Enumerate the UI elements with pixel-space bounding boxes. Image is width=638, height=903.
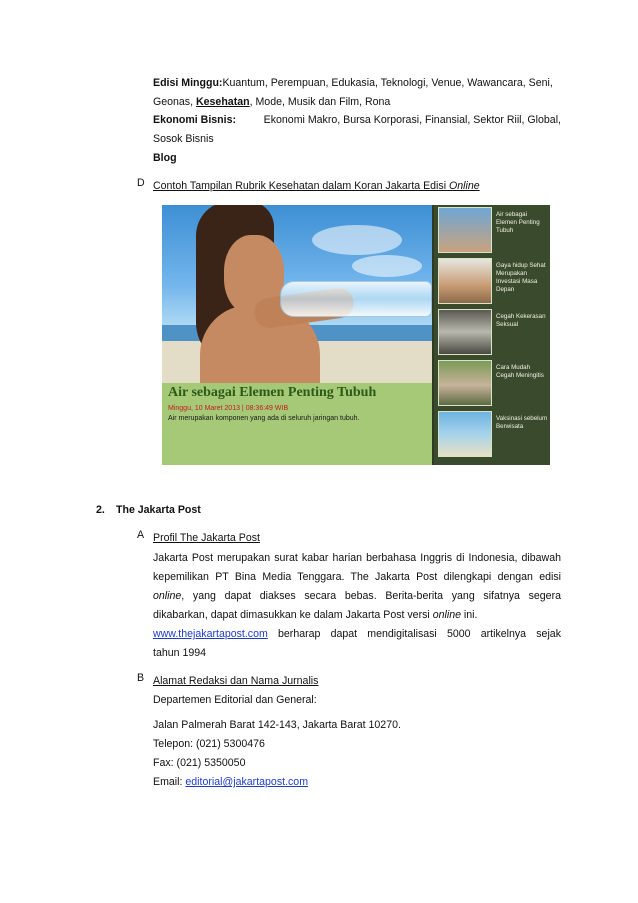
edisi-minggu-text: Kuantum, Perempuan, Edukasia, Teknologi, Venue, Wawancara, Seni, [222,77,553,89]
item-a-heading-text: Profil The Jakarta Post [153,532,260,544]
item-a-paragraph [153,549,561,663]
related-articles-sidebar [434,205,550,465]
ekonomi-bisnis-paragraph [153,111,561,168]
article-thumbnail [438,207,492,253]
address-line: Jalan Palmerah Barat 142-143, Jakarta Barat 10270. [153,719,401,731]
sidebar-article[interactable] [438,307,548,355]
article-thumbnail [438,360,492,406]
edisi-minggu-label: Edisi Minggu: [153,77,223,89]
edisi-minggu-text-2: Geonas, [153,96,196,108]
paragraph-line: berharap dapat mendigitalisasi 5000 artikelnya sejak [267,628,561,640]
item-b-heading-text: Alamat Redaksi dan Nama Jurnalis [153,675,319,687]
email-label: Email: [153,776,186,788]
article-thumbnail [438,411,492,457]
fax-line: Fax: (021) 5350050 [153,757,246,769]
paragraph-line: ini. [460,609,478,621]
featured-article [162,205,432,465]
paragraph-line: dikabarkan, dapat dimasukkan ke dalam Jakarta Post versi [153,609,433,621]
sidebar-article[interactable] [438,358,548,406]
featured-date: Minggu, 10 Maret 2013 | 08:36:49 WIB [168,405,289,412]
jakartapost-website-link[interactable]: www.thejakartapost.com [153,628,268,640]
item-d-text: Contoh Tampilan Rubrik Kesehatan dalam Koran Jakarta Edisi [153,180,450,192]
article-thumbnail [438,258,492,304]
sidebar-article-title: Cara Mudah Cegah Meningitis [496,364,544,379]
item-d-italic: Online [449,180,480,192]
article-thumbnail [438,309,492,355]
sidebar-article-title: Vaksinasi sebelum Berwisata [496,415,548,430]
item-d-heading [153,177,561,196]
item-a-heading [153,529,561,548]
water-bottle-shape [280,281,432,317]
item-d-letter: D [137,177,145,189]
telepon-line: Telepon: (021) 5300476 [153,738,265,750]
section-title: The Jakarta Post [116,504,201,516]
cloud-shape [352,255,422,277]
email-link[interactable]: editorial@jakartapost.com [185,776,309,788]
sidebar-article[interactable] [438,409,548,457]
sidebar-article-title: Gaya hidup Sehat Merupakan Investasi Masa Depan [496,262,546,293]
sidebar-article[interactable] [438,256,548,304]
sidebar-article-title: Air sebagai Elemen Penting Tubuh [496,211,540,234]
cloud-shape [312,225,402,255]
sidebar-article[interactable] [438,205,548,253]
featured-description: Air merupakan komponen yang ada di seluruh jaringan tubuh. [168,415,360,422]
section-number: 2. [96,504,105,516]
featured-photo [162,205,432,383]
department-label: Departemen Editorial dan General: [153,694,317,706]
kesehatan-link[interactable]: Kesehatan [196,96,250,108]
item-a-letter: A [137,529,145,541]
ekonomi-bisnis-label: Ekonomi Bisnis: [153,114,236,126]
sidebar-article-title: Cegah Kekerasan Seksual [496,313,546,328]
koran-jakarta-screenshot [162,205,550,465]
paragraph-line: tahun 1994 [153,647,207,659]
contact-block [153,716,561,792]
paragraph-italic: online [153,590,182,602]
paragraph-line: kepemilikan PT Bina Media Tenggara. The Jakarta Post dilengkapi dengan edisi [153,571,561,583]
edisi-minggu-paragraph [153,74,561,112]
ekonomi-bisnis-text: Ekonomi Makro, Bursa Korporasi, Finansial, Sektor Riil, Global, [263,114,561,126]
item-b-heading [153,672,561,691]
paragraph-line: Jakarta Post merupakan surat kabar harian berbahasa Inggris di Indonesia, dibawah [153,552,561,564]
featured-headline[interactable]: Air sebagai Elemen Penting Tubuh [168,385,377,400]
edisi-minggu-text-3: , Mode, Musik dan Film, Rona [249,96,391,108]
ekonomi-bisnis-text-2: Sosok Bisnis [153,133,214,145]
item-b-letter: B [137,672,145,684]
paragraph-line: , yang dapat diakses secara bebas. Berita-berita yang sifatnya segera [181,590,561,602]
blog-label: Blog [153,152,177,164]
paragraph-italic: online [432,609,461,621]
